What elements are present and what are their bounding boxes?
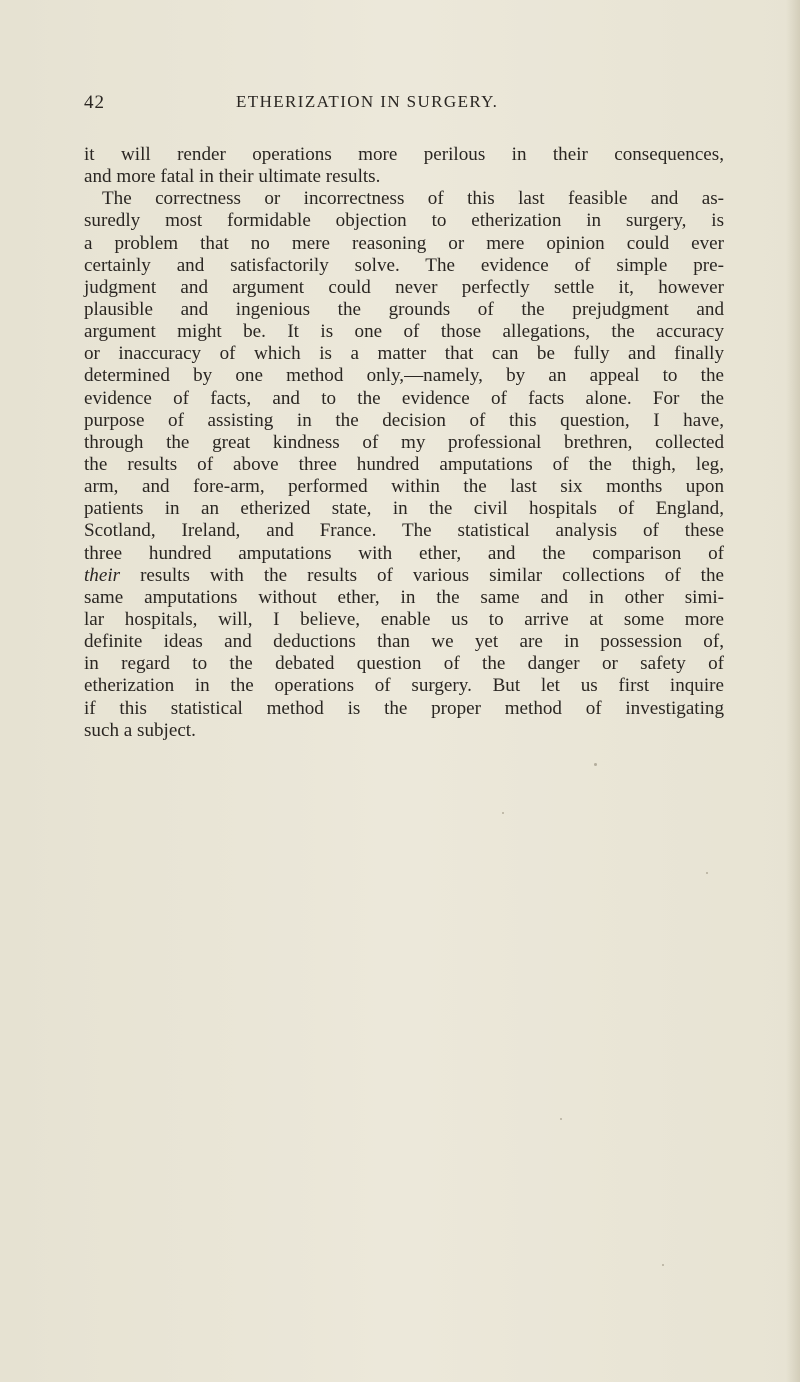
text-line: definite ideas and deductions than we yet are in possession of, (84, 631, 724, 653)
text-line: in regard to the debated question of the danger or safety of (84, 653, 724, 675)
text-line: determined by one method only,—namely, by an appeal to the (84, 365, 724, 387)
text-line: it will render operations more perilous in their consequences, (84, 144, 724, 165)
text-line: patients in an etherized state, in the civil hospitals of England, (84, 498, 724, 520)
running-title: ETHERIZATION IN SURGERY. (236, 92, 499, 111)
text-line: certainly and satisfactorily solve. The evidence of simple pre- (84, 254, 724, 276)
text-line-with-italic (84, 565, 724, 587)
text-line: The correctness or incorrectness of this last feasible and as- (102, 188, 724, 210)
text-line: suredly most formidable objection to etherization in surgery, is (84, 210, 724, 232)
text-line: if this statistical method is the proper method of investigating (84, 697, 724, 719)
text-line: argument might be. It is one of those allegations, the accuracy (84, 321, 724, 343)
paper-speck (502, 812, 504, 814)
body-paragraphs (84, 144, 724, 742)
italic-word: their (84, 564, 121, 586)
text-line: etherization in the operations of surgery. But let us first inquire (84, 675, 724, 697)
text-line: lar hospitals, will, I believe, enable us to arrive at some more (84, 608, 724, 630)
text-line-rest: results with the results of various similar collections of the (140, 564, 724, 586)
text-line: Scotland, Ireland, and France. The statistical analysis of these (84, 520, 724, 542)
paper-speck (594, 763, 597, 766)
text-line: evidence of facts, and to the evidence of facts alone. For the (84, 387, 724, 409)
text-line: three hundred amputations with ether, and the comparison of (84, 542, 724, 564)
page-number: 42 (84, 92, 105, 113)
page-header (0, 90, 800, 120)
text-line: plausible and ingenious the grounds of the prejudgment and (84, 298, 724, 320)
text-line: judgment and argument could never perfectly settle it, however (84, 276, 724, 298)
text-line: purpose of assisting in the decision of this question, I have, (84, 409, 724, 431)
text-line: through the great kindness of my professional brethren, collected (84, 431, 724, 453)
paper-speck (662, 1264, 664, 1266)
text-line: same amputations without ether, in the same and in other simi- (84, 586, 724, 608)
text-line: a problem that no mere reasoning or mere opinion could ever (84, 232, 724, 254)
text-line: and more fatal in their ultimate results. (84, 166, 381, 188)
text-line: the results of above three hundred amputations of the thigh, leg, (84, 453, 724, 475)
paper-speck (560, 1118, 562, 1120)
paper-speck (706, 872, 708, 874)
page-edge-shadow (786, 0, 800, 1382)
text-line: such a subject. (84, 719, 196, 741)
text-line: or inaccuracy of which is a matter that can be fully and finally (84, 343, 724, 365)
text-line: arm, and fore-arm, performed within the last six months upon (84, 476, 724, 498)
